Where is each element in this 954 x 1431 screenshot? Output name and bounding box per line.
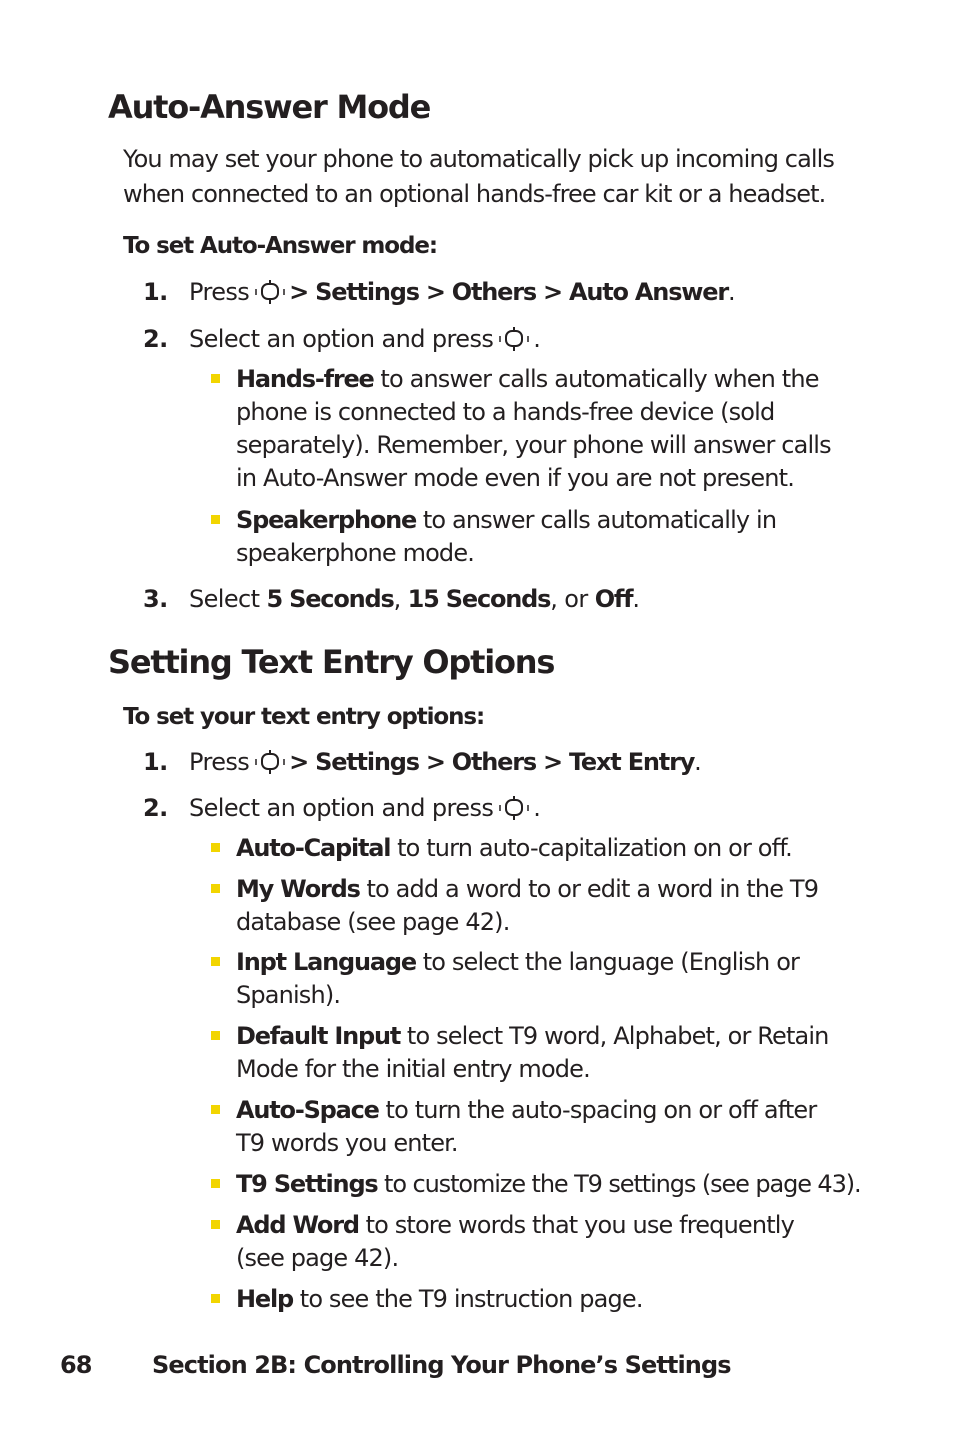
bullet-desc: to customize the T9 settings (see page 43). bbox=[377, 1170, 861, 1198]
heading-auto-answer-mode: Auto-Answer Mode bbox=[108, 88, 431, 126]
select-label: Select bbox=[189, 585, 260, 613]
press-label: Press bbox=[189, 278, 250, 306]
comma: , bbox=[393, 585, 401, 613]
bullet-line: Mode for the initial entry mode. bbox=[236, 1055, 590, 1083]
period: . bbox=[727, 278, 735, 306]
bullet-term: Help bbox=[236, 1285, 293, 1313]
bullet-square-icon bbox=[211, 957, 220, 966]
step-text bbox=[189, 792, 540, 824]
intro-line: when connected to an optional hands-free car kit or a headset. bbox=[123, 180, 826, 208]
bullet-term: Default Input bbox=[236, 1022, 401, 1050]
menu-ok-key-icon bbox=[497, 327, 531, 351]
auto-answer-intro bbox=[123, 142, 883, 212]
heading-text-entry-options: Setting Text Entry Options bbox=[108, 643, 555, 681]
step-number: 1. bbox=[143, 278, 168, 306]
bullet-desc: to answer calls automatically in bbox=[416, 506, 777, 534]
menu-text-entry: Text Entry bbox=[568, 748, 695, 776]
bullet-line: T9 words you enter. bbox=[236, 1129, 458, 1157]
option-off: Off bbox=[594, 585, 633, 613]
menu-others: Others bbox=[451, 748, 536, 776]
bullet-line bbox=[236, 1283, 886, 1316]
option-15-seconds: 15 Seconds bbox=[407, 585, 551, 613]
bullet-square-icon bbox=[211, 1031, 220, 1040]
bullet-line: separately). Remember, your phone will answer calls bbox=[236, 431, 831, 459]
bullet-line: speakerphone mode. bbox=[236, 539, 475, 567]
page-footer bbox=[60, 1347, 731, 1383]
bullet-term: My Words bbox=[236, 875, 360, 903]
bullet-line bbox=[236, 1020, 886, 1053]
bullet-line bbox=[236, 1168, 886, 1201]
bullet-line: in Auto-Answer mode even if you are not present. bbox=[236, 464, 795, 492]
bullet-line bbox=[236, 1094, 886, 1127]
bullet-line bbox=[236, 1209, 886, 1242]
menu-ok-key-icon bbox=[253, 280, 287, 304]
bullet-line: Spanish). bbox=[236, 981, 341, 1009]
bullet-text bbox=[236, 1020, 886, 1086]
bullet-term: Inpt Language bbox=[236, 948, 416, 976]
bullet-text bbox=[236, 504, 886, 570]
step-text bbox=[189, 276, 735, 308]
bullet-text bbox=[236, 1094, 886, 1160]
menu-auto-answer: Auto Answer bbox=[568, 278, 728, 306]
step-text bbox=[189, 583, 639, 615]
step-number: 3. bbox=[143, 585, 168, 613]
bullet-text bbox=[236, 873, 886, 939]
bullet-square-icon bbox=[211, 884, 220, 893]
menu-separator: > bbox=[543, 278, 562, 306]
bullet-line: database (see page 42). bbox=[236, 908, 510, 936]
menu-ok-key-icon bbox=[253, 750, 287, 774]
menu-settings: Settings bbox=[315, 278, 419, 306]
step-text bbox=[189, 746, 701, 778]
bullet-line: phone is connected to a hands-free device (sold bbox=[236, 398, 775, 426]
menu-separator: > bbox=[425, 748, 445, 776]
menu-ok-key-icon bbox=[497, 796, 531, 820]
menu-others: Others bbox=[451, 278, 536, 306]
bullet-text bbox=[236, 1209, 886, 1275]
bullet-text bbox=[236, 1283, 886, 1316]
bullet-desc: to answer calls automatically when the bbox=[373, 365, 819, 393]
bullet-square-icon bbox=[211, 1220, 220, 1229]
section-title: Section 2B: Controlling Your Phone’s Settings bbox=[152, 1351, 731, 1379]
period: . bbox=[533, 794, 541, 822]
press-label: Press bbox=[189, 748, 250, 776]
bullet-term: T9 Settings bbox=[236, 1170, 378, 1198]
bullet-desc: to turn the auto-spacing on or off after bbox=[378, 1096, 817, 1124]
bullet-desc: to store words that you use frequently bbox=[358, 1211, 794, 1239]
menu-separator: > bbox=[543, 748, 562, 776]
bullet-text bbox=[236, 832, 886, 865]
step-number: 2. bbox=[143, 794, 168, 822]
bullet-term: Speakerphone bbox=[236, 506, 417, 534]
period: . bbox=[694, 748, 702, 776]
page-number: 68 bbox=[60, 1351, 92, 1379]
bullet-text bbox=[236, 1168, 886, 1201]
bullet-desc: to select the language (English or bbox=[415, 948, 800, 976]
bullet-line bbox=[236, 873, 886, 906]
lead-auto-answer: To set Auto-Answer mode: bbox=[123, 233, 437, 259]
bullet-line: (see page 42). bbox=[236, 1244, 399, 1272]
bullet-desc: to turn auto-capitalization on or off. bbox=[390, 834, 792, 862]
menu-separator: > bbox=[289, 278, 309, 306]
bullet-term: Auto-Capital bbox=[236, 834, 391, 862]
lead-text-entry: To set your text entry options: bbox=[123, 704, 485, 730]
bullet-desc: to select T9 word, Alphabet, or Retain bbox=[400, 1022, 829, 1050]
bullet-term: Auto-Space bbox=[236, 1096, 379, 1124]
bullet-square-icon bbox=[211, 843, 220, 852]
bullet-square-icon bbox=[211, 1105, 220, 1114]
period: . bbox=[632, 585, 640, 613]
menu-separator: > bbox=[425, 278, 445, 306]
bullet-square-icon bbox=[211, 515, 220, 524]
step-sentence: Select an option and press bbox=[189, 794, 494, 822]
step-number: 2. bbox=[143, 325, 168, 353]
bullet-square-icon bbox=[211, 374, 220, 383]
option-5-seconds: 5 Seconds bbox=[266, 585, 394, 613]
bullet-line bbox=[236, 832, 886, 865]
bullet-desc: to see the T9 instruction page. bbox=[292, 1285, 643, 1313]
bullet-desc: to add a word to or edit a word in the T9 bbox=[359, 875, 819, 903]
bullet-square-icon bbox=[211, 1294, 220, 1303]
period: . bbox=[533, 325, 541, 353]
step-number: 1. bbox=[143, 748, 168, 776]
bullet-line bbox=[236, 946, 886, 979]
bullet-text bbox=[236, 363, 886, 495]
bullet-line bbox=[236, 363, 886, 396]
menu-settings: Settings bbox=[315, 748, 419, 776]
intro-line: You may set your phone to automatically pick up incoming calls bbox=[123, 145, 835, 173]
bullet-term: Hands-free bbox=[236, 365, 374, 393]
or-label: , or bbox=[550, 585, 588, 613]
bullet-line bbox=[236, 504, 886, 537]
bullet-term: Add Word bbox=[236, 1211, 359, 1239]
bullet-square-icon bbox=[211, 1179, 220, 1188]
menu-separator: > bbox=[289, 748, 309, 776]
step-text bbox=[189, 323, 540, 355]
bullet-text bbox=[236, 946, 886, 1012]
step-sentence: Select an option and press bbox=[189, 325, 494, 353]
